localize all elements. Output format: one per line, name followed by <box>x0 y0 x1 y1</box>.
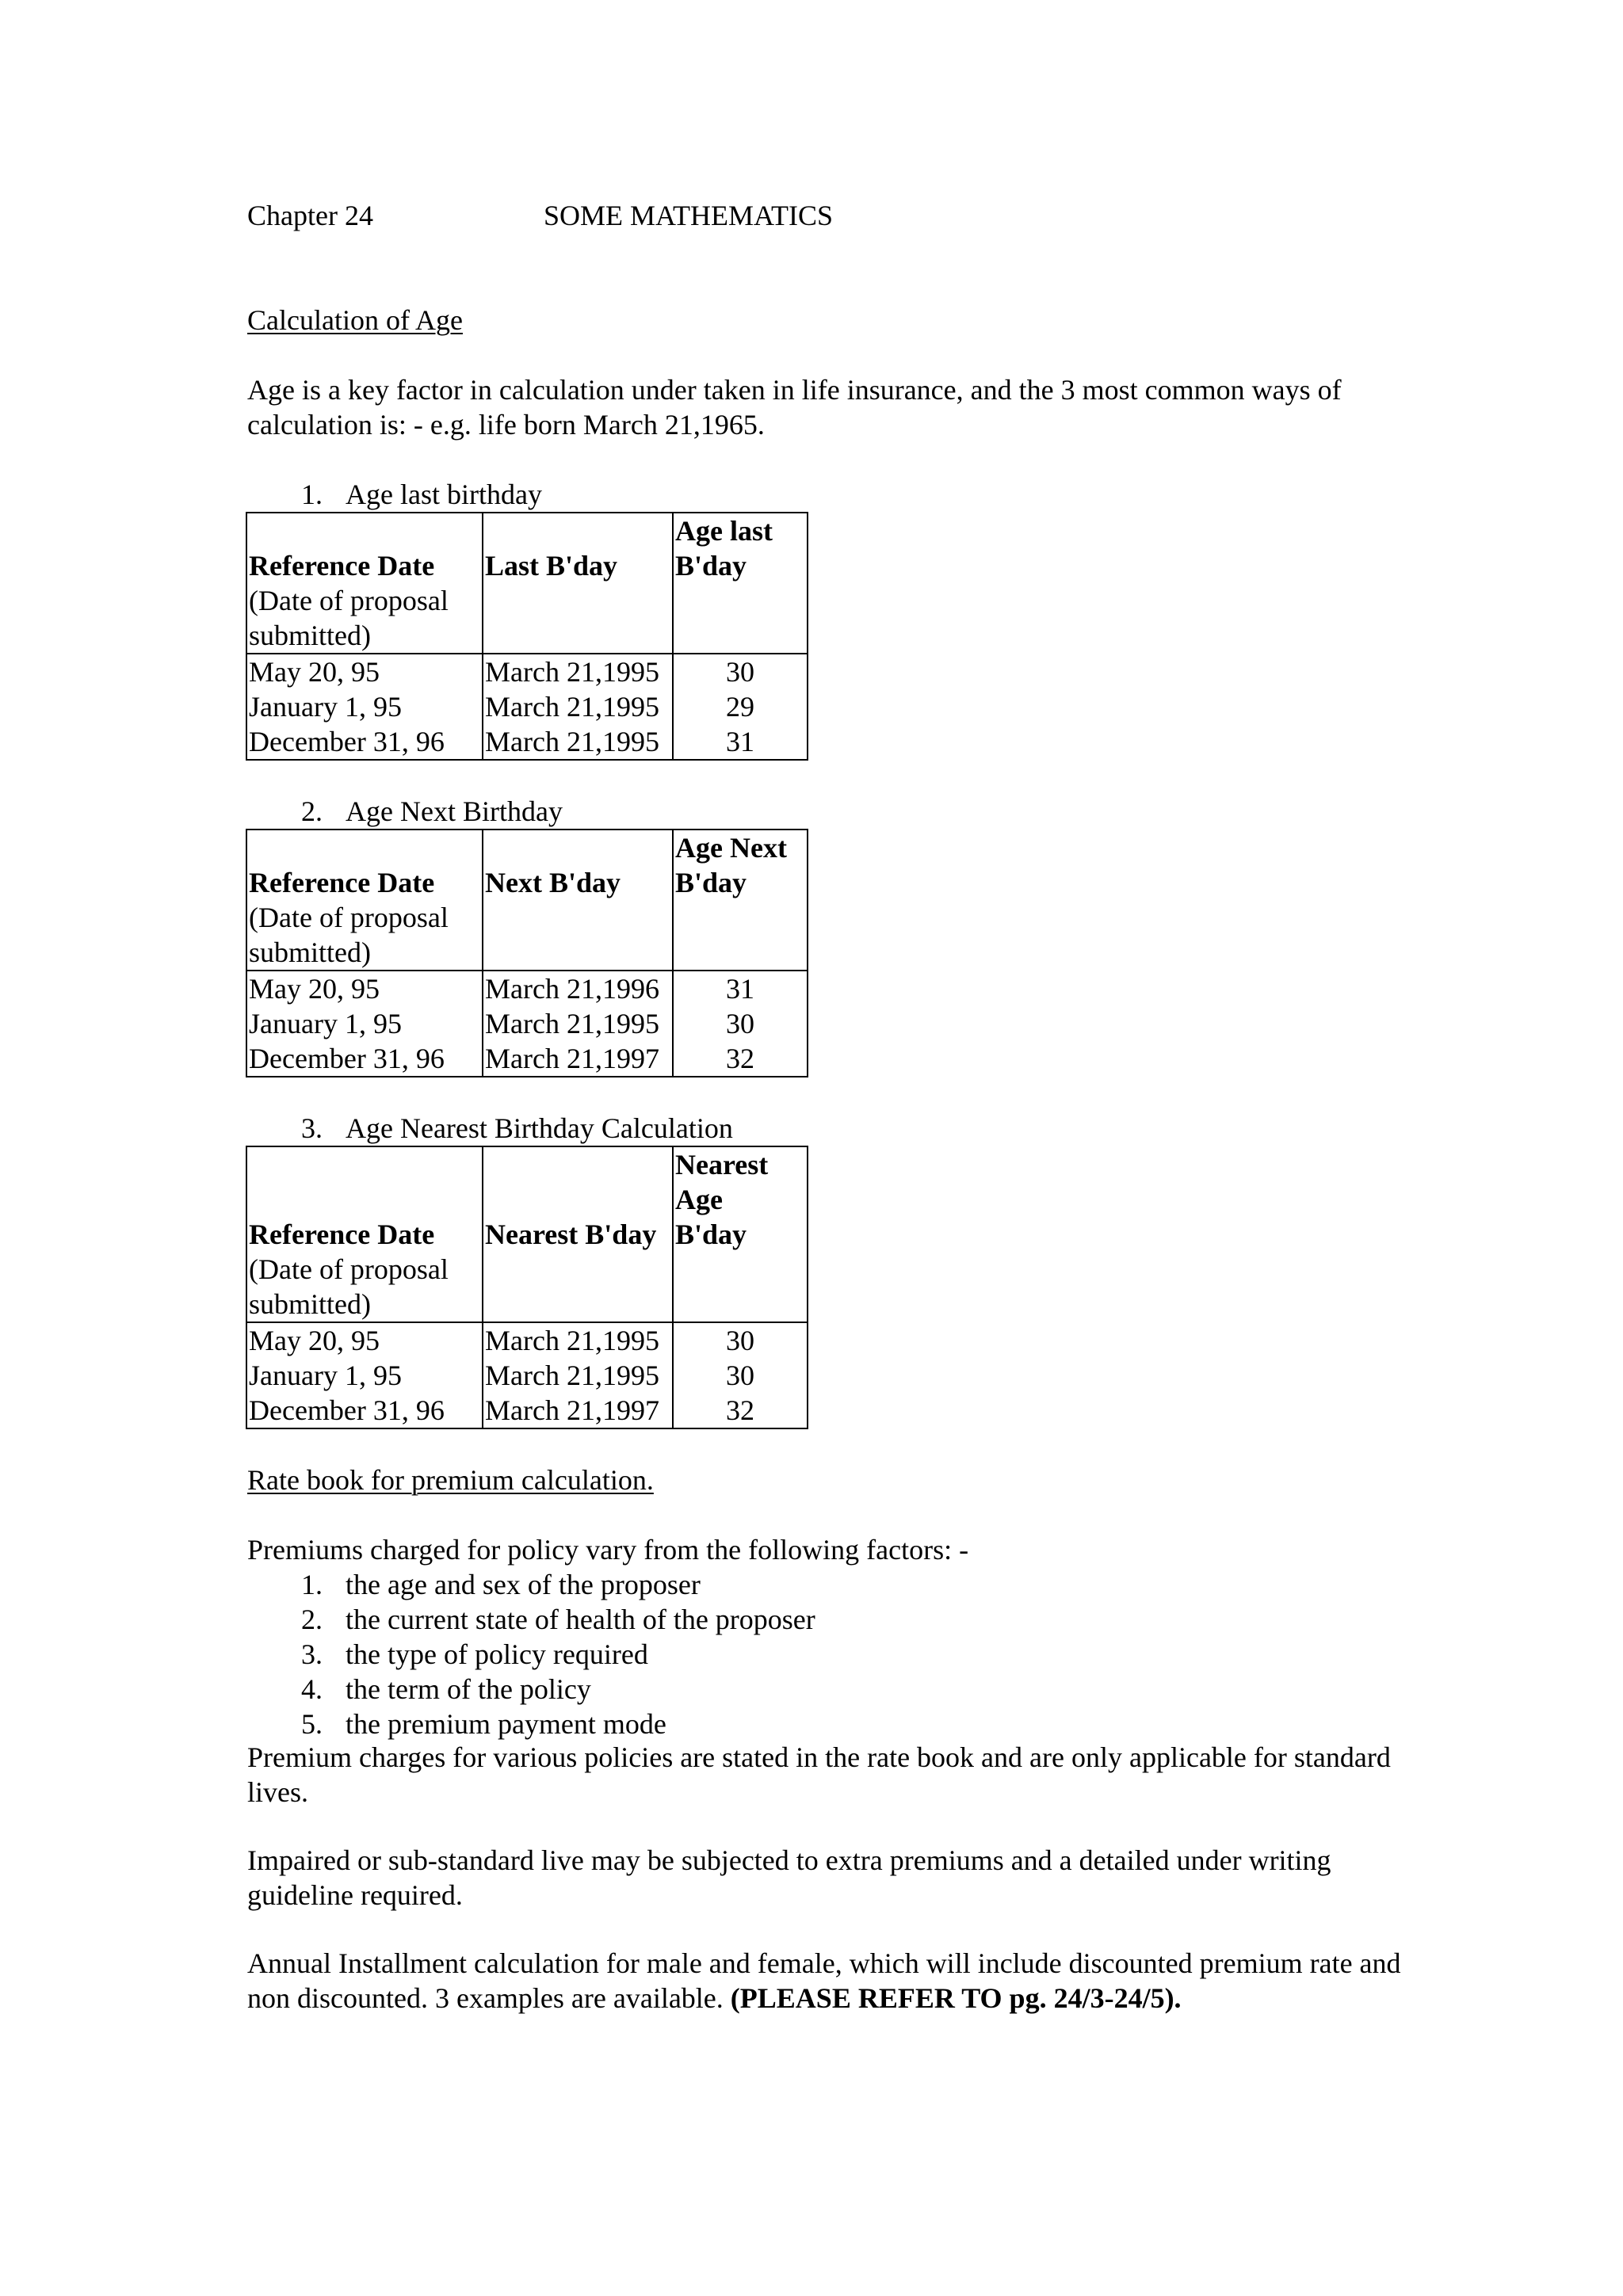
substandard-paragraph: Impaired or sub-standard live may be subjected to extra premiums and a detailed under writing guideline required. <box>247 1844 1331 1911</box>
chapter-label: Chapter 24 <box>247 200 373 231</box>
table1-title: Age last birthday <box>346 479 542 510</box>
cell-birthday: March 21,1995 <box>483 1006 673 1041</box>
table1-label <box>301 477 542 512</box>
age-nearest-birthday-table <box>246 1146 808 1429</box>
header-reference-date: Reference Date <box>249 1219 435 1250</box>
cell-age: 30 <box>673 1322 808 1358</box>
cell-reference-date: January 1, 95 <box>246 1358 483 1393</box>
table1-number: 1. <box>301 479 323 510</box>
cell-reference-date: May 20, 95 <box>246 971 483 1006</box>
cell-birthday: March 21,1995 <box>483 724 673 760</box>
cell-age: 31 <box>673 724 808 760</box>
header-reference-date-sub: (Date of proposal submitted) <box>249 1253 449 1320</box>
header-reference-date: Reference Date <box>249 550 435 582</box>
list-item-text: the current state of health of the proposer <box>346 1604 815 1635</box>
cell-age: 30 <box>673 1006 808 1041</box>
table-row <box>246 1358 808 1393</box>
cell-age: 32 <box>673 1041 808 1077</box>
cell-reference-date: December 31, 96 <box>246 1393 483 1428</box>
table-row <box>246 971 808 1006</box>
header-age-next-bday: Age Next B'day <box>675 832 787 898</box>
header-cell-nearest-bday <box>483 1146 673 1322</box>
list-item-text: the term of the policy <box>346 1673 591 1705</box>
cell-birthday: March 21,1997 <box>483 1393 673 1428</box>
list-item-number: 2. <box>301 1604 323 1635</box>
table-header-row <box>246 830 808 971</box>
header-reference-date-sub: (Date of proposal submitted) <box>249 902 449 968</box>
cell-birthday: March 21,1996 <box>483 971 673 1006</box>
table-row <box>246 1322 808 1358</box>
table3-number: 3. <box>301 1112 323 1144</box>
list-item <box>301 1637 815 1672</box>
table-row <box>246 654 808 689</box>
table-row <box>246 1041 808 1077</box>
header-cell-reference-date <box>246 513 483 654</box>
list-item <box>301 1707 815 1741</box>
cell-birthday: March 21,1995 <box>483 689 673 724</box>
header-cell-nearest-age-bday <box>673 1146 808 1322</box>
cell-birthday: March 21,1995 <box>483 1322 673 1358</box>
installment-paragraph <box>247 1946 1404 2016</box>
cell-reference-date: May 20, 95 <box>246 654 483 689</box>
cell-reference-date: January 1, 95 <box>246 689 483 724</box>
list-item-number: 3. <box>301 1638 323 1670</box>
rate-book-paragraph: Premium charges for various policies are stated in the rate book and are only applicable for standard lives. <box>247 1741 1391 1808</box>
premium-factors-list <box>301 1567 815 1741</box>
cell-age: 32 <box>673 1393 808 1428</box>
age-last-birthday-table <box>246 512 808 761</box>
list-item-number: 4. <box>301 1673 323 1705</box>
cell-age: 31 <box>673 971 808 1006</box>
installment-text: Annual Installment calculation for male and female, which will include discounted premium rate and non discounted. 3 examples are available. <box>247 1947 1401 2014</box>
section-heading-age: Calculation of Age <box>247 304 463 336</box>
table2-number: 2. <box>301 795 323 827</box>
age-next-birthday-table <box>246 829 808 1077</box>
cell-reference-date: January 1, 95 <box>246 1006 483 1041</box>
cell-reference-date: December 31, 96 <box>246 1041 483 1077</box>
section-heading-rate-book: Rate book for premium calculation. <box>247 1464 654 1496</box>
list-item-number: 5. <box>301 1708 323 1740</box>
rate-intro: Premiums charged for policy vary from the following factors: - <box>247 1534 969 1566</box>
header-nearest-bday: Nearest B'day <box>485 1219 657 1250</box>
list-item-text: the premium payment mode <box>346 1708 666 1740</box>
cell-reference-date: May 20, 95 <box>246 1322 483 1358</box>
list-item <box>301 1567 815 1602</box>
table3-label <box>301 1111 733 1146</box>
table-header-row <box>246 1146 808 1322</box>
cell-birthday: March 21,1997 <box>483 1041 673 1077</box>
header-cell-reference-date <box>246 1146 483 1322</box>
table-row <box>246 1006 808 1041</box>
header-cell-next-bday <box>483 830 673 971</box>
cell-birthday: March 21,1995 <box>483 1358 673 1393</box>
header-cell-age-next-bday <box>673 830 808 971</box>
table-row <box>246 1393 808 1428</box>
cell-age: 29 <box>673 689 808 724</box>
header-cell-reference-date <box>246 830 483 971</box>
header-age-last-bday: Age last B'day <box>675 515 773 582</box>
header-reference-date-sub: (Date of proposal submitted) <box>249 585 449 651</box>
list-item <box>301 1672 815 1707</box>
cell-reference-date: December 31, 96 <box>246 724 483 760</box>
chapter-title: SOME MATHEMATICS <box>544 200 834 231</box>
table-row <box>246 689 808 724</box>
list-item-text: the type of policy required <box>346 1638 648 1670</box>
list-item-number: 1. <box>301 1569 323 1600</box>
table2-title: Age Next Birthday <box>346 795 563 827</box>
cell-age: 30 <box>673 1358 808 1393</box>
list-item-text: the age and sex of the proposer <box>346 1569 701 1600</box>
table3-title: Age Nearest Birthday Calculation <box>346 1112 733 1144</box>
header-next-bday: Next B'day <box>485 867 621 898</box>
cell-birthday: March 21,1995 <box>483 654 673 689</box>
page-reference: (PLEASE REFER TO pg. 24/3-24/5). <box>730 1982 1182 2014</box>
header-nearest-age-bday: Nearest Age B'day <box>675 1149 769 1250</box>
header-last-bday: Last B'day <box>485 550 618 582</box>
table2-label <box>301 794 563 829</box>
header-reference-date: Reference Date <box>249 867 435 898</box>
list-item <box>301 1602 815 1637</box>
table-header-row <box>246 513 808 654</box>
table-row <box>246 724 808 760</box>
age-intro-paragraph: Age is a key factor in calculation under taken in life insurance, and the 3 most common ways of calculation is: - e.g. life born March 21,1965. <box>247 374 1342 441</box>
cell-age: 30 <box>673 654 808 689</box>
header-cell-age-last-bday <box>673 513 808 654</box>
header-cell-last-bday <box>483 513 673 654</box>
